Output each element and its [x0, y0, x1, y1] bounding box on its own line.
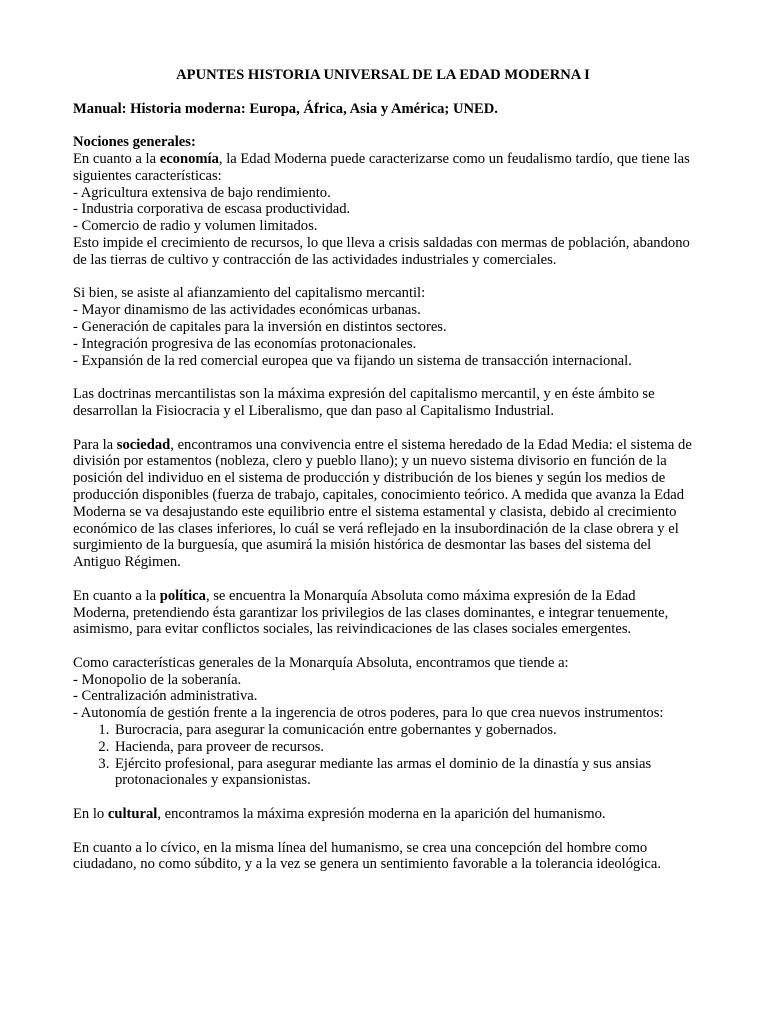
paragraph-society	[73, 437, 693, 571]
list-item: - Integración progresiva de las economías protonacionales.	[73, 335, 417, 352]
list-item: - Expansión de la red comercial europea que va fijando un sistema de transacción internacional.	[73, 352, 632, 369]
text-run: , la Edad Moderna puede caracterizarse como un feudalismo tardío, que tiene las siguientes características:	[73, 150, 690, 184]
document-title: APUNTES HISTORIA UNIVERSAL DE LA EDAD MODERNA I	[176, 67, 590, 83]
paragraph-capitalism-intro: Si bien, se asiste al afianzamiento del capitalismo mercantil:	[73, 285, 426, 302]
section-capitalism	[73, 285, 693, 369]
bold-term-cultural: cultural	[107, 806, 158, 823]
paragraph-cultural	[73, 806, 693, 823]
text-run: , se encuentra la Monarquía Absoluta como máxima expresión de la Edad Moderna, pretendiendo ésta garantizar los privilegios de las clases dominantes, e integrar tenuemente, asimismo, para evitar conflictos sociales, las reivindicaciones de las clases sociales emergentes.	[73, 587, 669, 638]
text-run: , encontramos la máxima expresión moderna en la aparición del humanismo.	[157, 806, 606, 823]
manual-reference: Manual: Historia moderna: Europa, África, Asia y América; UNED.	[73, 100, 498, 117]
section-heading: Nociones generales:	[73, 134, 196, 151]
list-item: - Generación de capitales para la inversión en distintos sectores.	[73, 318, 447, 335]
numbered-item: 2. Hacienda, para proveer de recursos.	[113, 739, 693, 756]
text-run: , encontramos una convivencia entre el sistema heredado de la Edad Media: el sistema de división por estamentos (nobleza, clero y pueblo llano); y un nuevo sistema divisorio en función de la posición del individuo en el sistema de producción y distribución de los bienes y según los medios de producción disponibles (fuerza de trabajo, capitales, conocimiento teórico. A medida que avanza la Edad Moderna se va desajustando este equilibrio entre el sistema estamental y clasista, debido al crecimiento económico de las clases inferiores, lo cuál se verá reflejado en la insubordinación de la clase obrera y el surgimiento de la burguesía, que asumirá la misión histórica de desmontar las bases del sistema del Antiguo Régimen.	[73, 436, 692, 571]
list-item: - Comercio de radio y volumen limitados.	[73, 218, 318, 235]
paragraph-monarchy-intro: Como características generales de la Monarquía Absoluta, encontramos que tiende a:	[73, 654, 569, 671]
numbered-list	[73, 722, 693, 789]
bold-term-politica: política	[159, 587, 206, 604]
text-run: En cuanto a la	[73, 587, 160, 604]
numbered-item: 3. Ejército profesional, para asegurar mediante las armas el dominio de la dinastía y sus ansias protonacionales y expansionistas.	[113, 756, 693, 790]
paragraph-doctrines: Las doctrinas mercantilistas son la máxima expresión del capitalismo mercantil, y en éste ámbito se desarrollan la Fisiocracia y el Liberalismo, que dan paso al Capitalismo Industrial.	[73, 386, 655, 419]
bold-term-economia: economía	[159, 150, 219, 167]
paragraph-crisis: Esto impide el crecimiento de recursos, lo que lleva a crisis saldadas con mermas de población, abandono de las tierras de cultivo y contracción de las actividades industriales y comerciales.	[73, 234, 690, 268]
list-item: - Autonomía de gestión frente a la ingerencia de otros poderes, para lo que crea nuevos instrumentos:	[73, 705, 664, 722]
text-run: En lo	[73, 806, 108, 823]
paragraph-politics	[73, 588, 693, 638]
section-general	[73, 134, 693, 268]
list-item: - Centralización administrativa.	[73, 688, 258, 705]
bold-term-sociedad: sociedad	[116, 436, 171, 453]
paragraph-economy	[73, 151, 693, 185]
list-item: - Industria corporativa de escasa productividad.	[73, 201, 351, 218]
numbered-item: 1. Burocracia, para asegurar la comunicación entre gobernantes y gobernados.	[113, 722, 693, 739]
list-item: - Monopolio de la soberanía.	[73, 671, 242, 688]
text-run: Para la	[73, 436, 117, 453]
list-item: - Agricultura extensiva de bajo rendimiento.	[73, 184, 331, 201]
paragraph-civic: En cuanto a lo cívico, en la misma línea del humanismo, se crea una concepción del hombre como ciudadano, no como súbdito, y a la vez se genera un sentimiento favorable a la tolerancia ideológica.	[73, 839, 661, 873]
section-monarchy	[73, 655, 693, 789]
list-item: - Mayor dinamismo de las actividades económicas urbanas.	[73, 302, 421, 319]
text-run: En cuanto a la	[73, 150, 160, 167]
document-page	[73, 67, 693, 873]
